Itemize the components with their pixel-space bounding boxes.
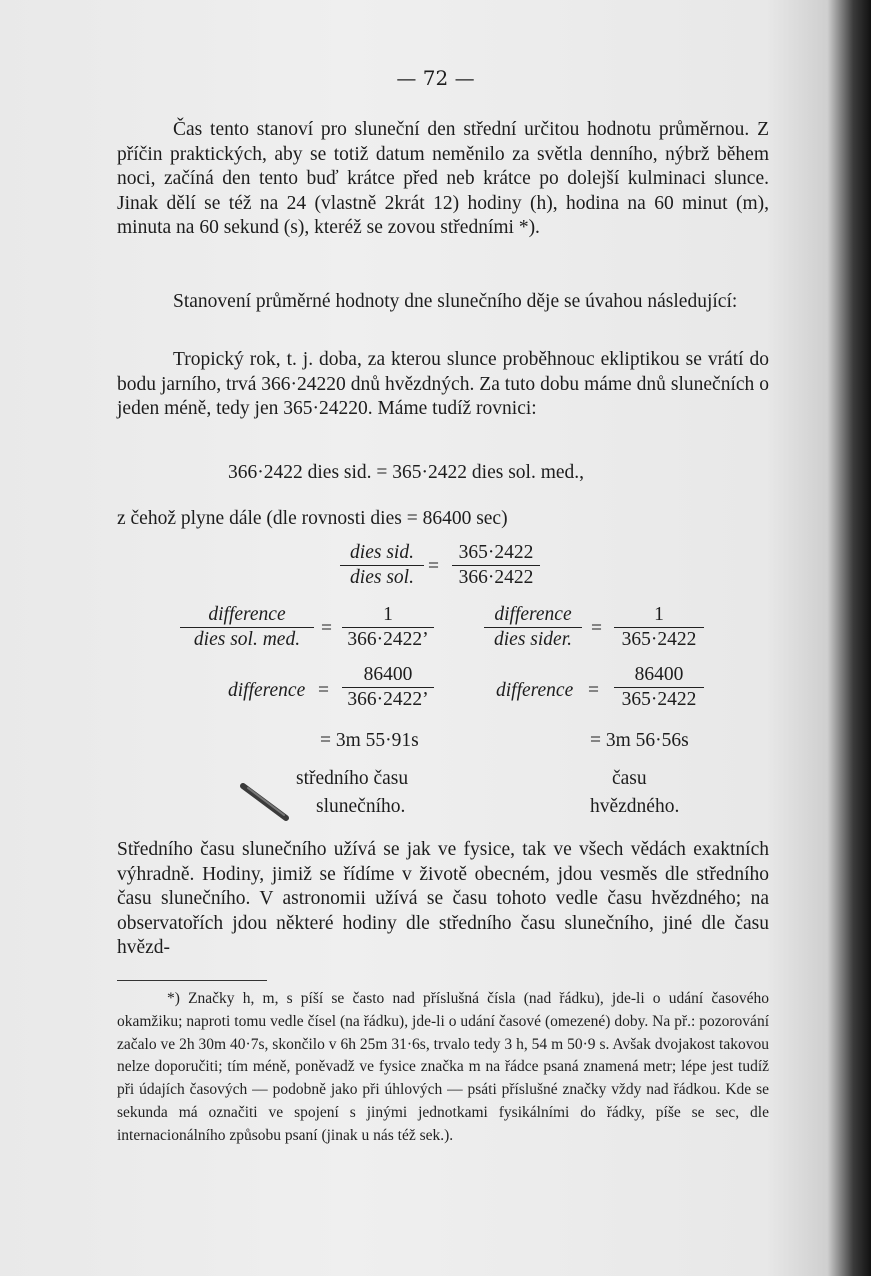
left-caption-2: slunečního. xyxy=(316,796,406,817)
right-difference-fraction: difference dies sider. xyxy=(484,604,582,651)
right-one-fraction: $\frac{1}{365\cdot 2422}$ xyxy=(614,604,704,651)
pencil-mark-icon xyxy=(240,782,292,824)
left-result: = 3m 55·91s xyxy=(320,730,419,751)
paragraph-1: Čas tento stanoví pro sluneční den střední určitou hodnotu průměrnou. Z příčin praktických, aby se totiž datum neměnilo za světla denního, nýbrž během noci, začíná den tento buď krátce před neb krátce po dolejší kulminaci slunce. Jinak dělí se též na 24 (vlastně 2krát 12) hodiny (h), hodina na 60 minut (m), minuta na 60 sekund (s), kteréž se zovou středními *). xyxy=(117,119,769,238)
left-caption-1: středního času xyxy=(296,768,409,789)
right-equals-1: = xyxy=(591,618,602,639)
paragraph-5: Středního času slunečního užívá se jak ve fysice, tak ve všech vědách exaktních výhradně. Hodiny, jimiž se řídíme v životě obecném, jdou vesměs dle středního času slunečního. V astronomii užívá se času tohoto vedle času hvězdného; na observatořích jdou některé hodiny dle středního času slunečního, jiné dle času hvězd- xyxy=(117,839,769,958)
left-equals-2: = xyxy=(318,680,329,701)
equation-1: 366·2422 dies sid. = 365·2422 dies sol. med., xyxy=(228,462,585,483)
paragraph-3: Tropický rok, t. j. doba, za kterou slunce proběhnouc ekliptikou se vrátí do bodu jarního, trvá 366·24220 dnů hvězdných. Za tuto dobu máme dnů slunečních o jeden méně, tedy jen 365·24220. Máme tudíž rovnici: xyxy=(117,349,769,419)
right-caption-1: času xyxy=(612,768,647,789)
ratio-equals: = xyxy=(428,556,439,577)
right-86400-fraction: $\frac{86400}{365\cdot 2422}$ xyxy=(614,664,704,711)
ratio-right-fraction: $\frac{365\cdot 2422}{366\cdot 2422}$ xyxy=(452,542,540,589)
right-difference-label: difference xyxy=(496,680,574,701)
ratio-left-fraction: dies sid. dies sol. xyxy=(340,542,424,589)
right-caption-2: hvězdného. xyxy=(590,796,680,817)
left-one-fraction: $\frac{1}{366\cdot 2422’}$ xyxy=(342,604,434,651)
left-86400-fraction: $\frac{86400}{366\cdot 2422’}$ xyxy=(342,664,434,711)
paragraph-2: Stanovení průměrné hodnoty dne slunečního děje se úvahou následující: xyxy=(173,291,738,312)
page-number: — 72 — xyxy=(396,66,475,90)
left-difference-label: difference xyxy=(228,680,306,701)
right-result: = 3m 56·56s xyxy=(590,730,689,751)
footnote-rule xyxy=(117,980,267,981)
paragraph-4: z čehož plyne dále (dle rovnosti dies = 86400 sec) xyxy=(117,508,508,529)
left-equals-1: = xyxy=(321,618,332,639)
right-equals-2: = xyxy=(588,680,599,701)
left-difference-fraction: difference dies sol. med. xyxy=(180,604,314,651)
footnote: *) Značky h, m, s píší se často nad příslušná čísla (nad řádku), jde-li o udání časového okamžiku; naproti tomu vedle čísel (na řádku), jde-li o udání časové (omezené) doby. Na př.: pozorování začalo ve 2h 30m 40·7s, skončilo v 6h 25m 31·6s, trvalo tedy 3 h, 54 m 50·9 s. Avšak dvojakost takovou nelze doporučiti; tím méně, poněvadž ve fysice značka m na řádce psaná znamená metr; lépe jest tudíž při údajích časových — podobně jako při úhlových — psáti příslušné značky vždy nad řádkou. Kde se sekunda má označiti ve spojení s jinými jednotkami fysikálními do řádky, píše se sec, dle internacionálního způsobu psaní (jinak u nás též sek.). xyxy=(117,990,769,1144)
